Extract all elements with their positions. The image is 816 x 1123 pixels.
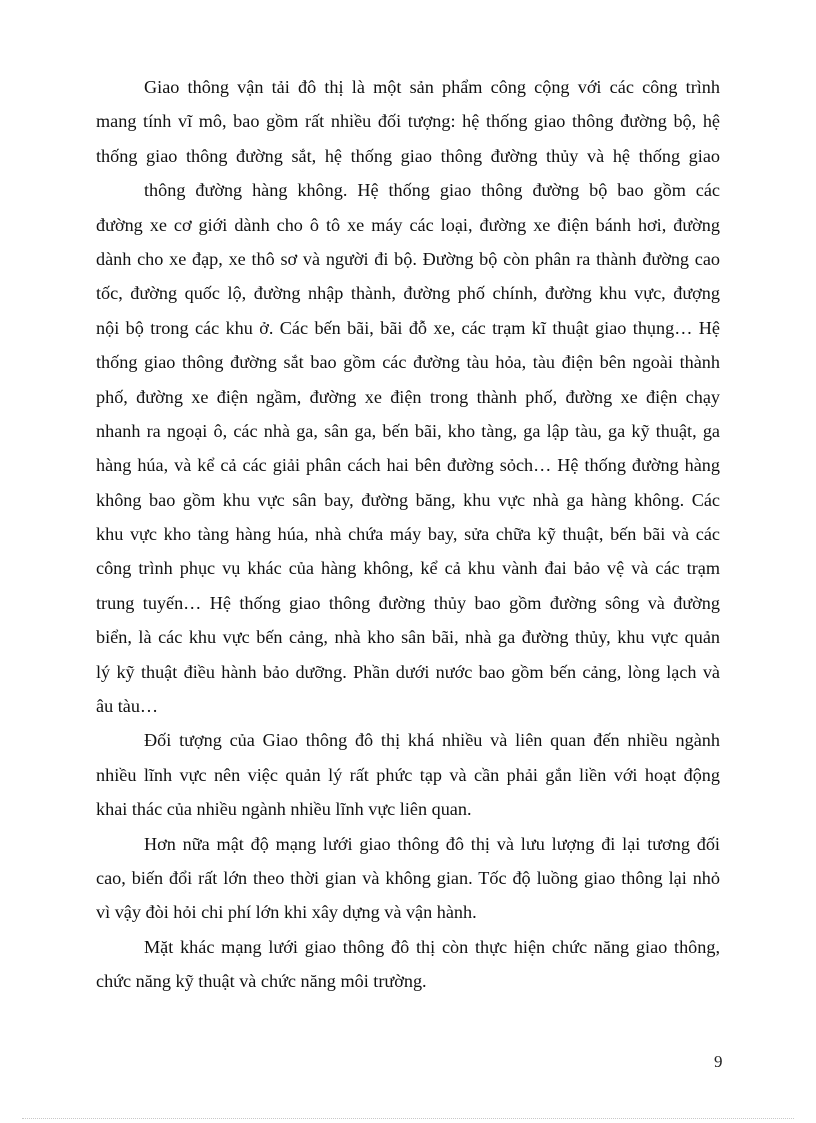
paragraph-line: cao, biến đổi rất lớn theo thời gian và không gian. Tốc độ luồng giao thông lại nhỏ bbox=[96, 867, 720, 888]
paragraph-line: chức năng kỹ thuật và chức năng môi trường. bbox=[96, 971, 427, 992]
paragraph-line: Đối tượng của Giao thông đô thị khá nhiều và liên quan đến nhiều ngành bbox=[144, 730, 720, 751]
paragraph-line: nhiều lĩnh vực nên việc quản lý rất phức tạp và cần phải gắn liền với hoạt động bbox=[96, 764, 720, 785]
paragraph-line: tốc, đường quốc lộ, đường nhập thành, đường phố chính, đường khu vực, đượng bbox=[96, 283, 720, 304]
paragraph-line: thống giao thông đường sắt bao gồm các đường tàu hỏa, tàu điện bên ngoài thành bbox=[96, 352, 720, 373]
paragraph-line: nhanh ra ngoại ô, các nhà ga, sân ga, bến bãi, kho tàng, ga lập tàu, ga kỹ thuật, ga bbox=[96, 420, 720, 441]
paragraph-line: thông đường hàng không. Hệ thống giao thông đường bộ bao gồm các bbox=[144, 180, 720, 201]
paragraph-line: khu vực kho tàng hàng húa, nhà chứa máy bay, sửa chữa kỹ thuật, bến bãi và các bbox=[96, 524, 720, 545]
paragraph-line: hàng húa, và kể cả các giải phân cách hai bên đường sỏch… Hệ thống đường hàng bbox=[96, 455, 720, 476]
paragraph-line: trung tuyến… Hệ thống giao thông đường thủy bao gồm đường sông và đường bbox=[96, 592, 720, 613]
paragraph-line: lý kỹ thuật điều hành bảo dưỡng. Phần dưới nước bao gồm bến cảng, lòng lạch và bbox=[96, 661, 720, 682]
paragraph-line: khai thác của nhiều ngành nhiều lĩnh vực liên quan. bbox=[96, 799, 472, 820]
paragraph-line: công trình phục vụ khác của hàng không, kể cả khu vành đai bảo vệ và các trạm bbox=[96, 558, 720, 579]
page-number: 9 bbox=[714, 1052, 723, 1071]
paragraph-line: Mặt khác mạng lưới giao thông đô thị còn thực hiện chức năng giao thông, bbox=[144, 936, 720, 957]
paragraph-functions bbox=[96, 930, 720, 999]
footer-divider bbox=[22, 1118, 794, 1119]
body-text bbox=[96, 70, 720, 999]
paragraph-transport-systems bbox=[96, 70, 720, 723]
paragraph-line: nội bộ trong các khu ở. Các bến bãi, bãi đỗ xe, các trạm kĩ thuật giao thụng… Hệ bbox=[96, 317, 720, 338]
paragraph-line: dành cho xe đạp, xe thô sơ và người đi bộ. Đường bộ còn phân ra thành đường cao bbox=[96, 248, 720, 269]
paragraph-line: mang tính vĩ mô, bao gồm rất nhiều đối tượng: hệ thống giao thông đường bộ, hệ bbox=[96, 111, 720, 132]
paragraph-objects bbox=[96, 723, 720, 826]
paragraph-line: Hơn nữa mật độ mạng lưới giao thông đô thị và lưu lượng đi lại tương đối bbox=[144, 833, 720, 854]
paragraph-line: thống giao thông đường sắt, hệ thống giao thông đường thủy và hệ thống giao bbox=[96, 145, 720, 166]
paragraph-line: không bao gồm khu vực sân bay, đường băng, khu vực nhà ga hàng không. Các bbox=[96, 489, 720, 510]
paragraph-line: đường xe cơ giới dành cho ô tô xe máy các loại, đường xe điện bánh hơi, đường bbox=[96, 214, 720, 235]
paragraph-density bbox=[96, 827, 720, 930]
paragraph-line: âu tàu… bbox=[96, 696, 159, 717]
paragraph-line: biển, là các khu vực bến cảng, nhà kho sân bãi, nhà ga đường thủy, khu vực quản bbox=[96, 627, 720, 648]
paragraph-line: Giao thông vận tải đô thị là một sản phẩm công cộng với các công trình bbox=[144, 77, 720, 97]
paragraph-line: vì vậy đòi hỏi chi phí lớn khi xây dựng và vận hành. bbox=[96, 902, 477, 923]
paragraph-line: phố, đường xe điện ngầm, đường xe điện trong thành phố, đường xe điện chạy bbox=[96, 386, 720, 407]
